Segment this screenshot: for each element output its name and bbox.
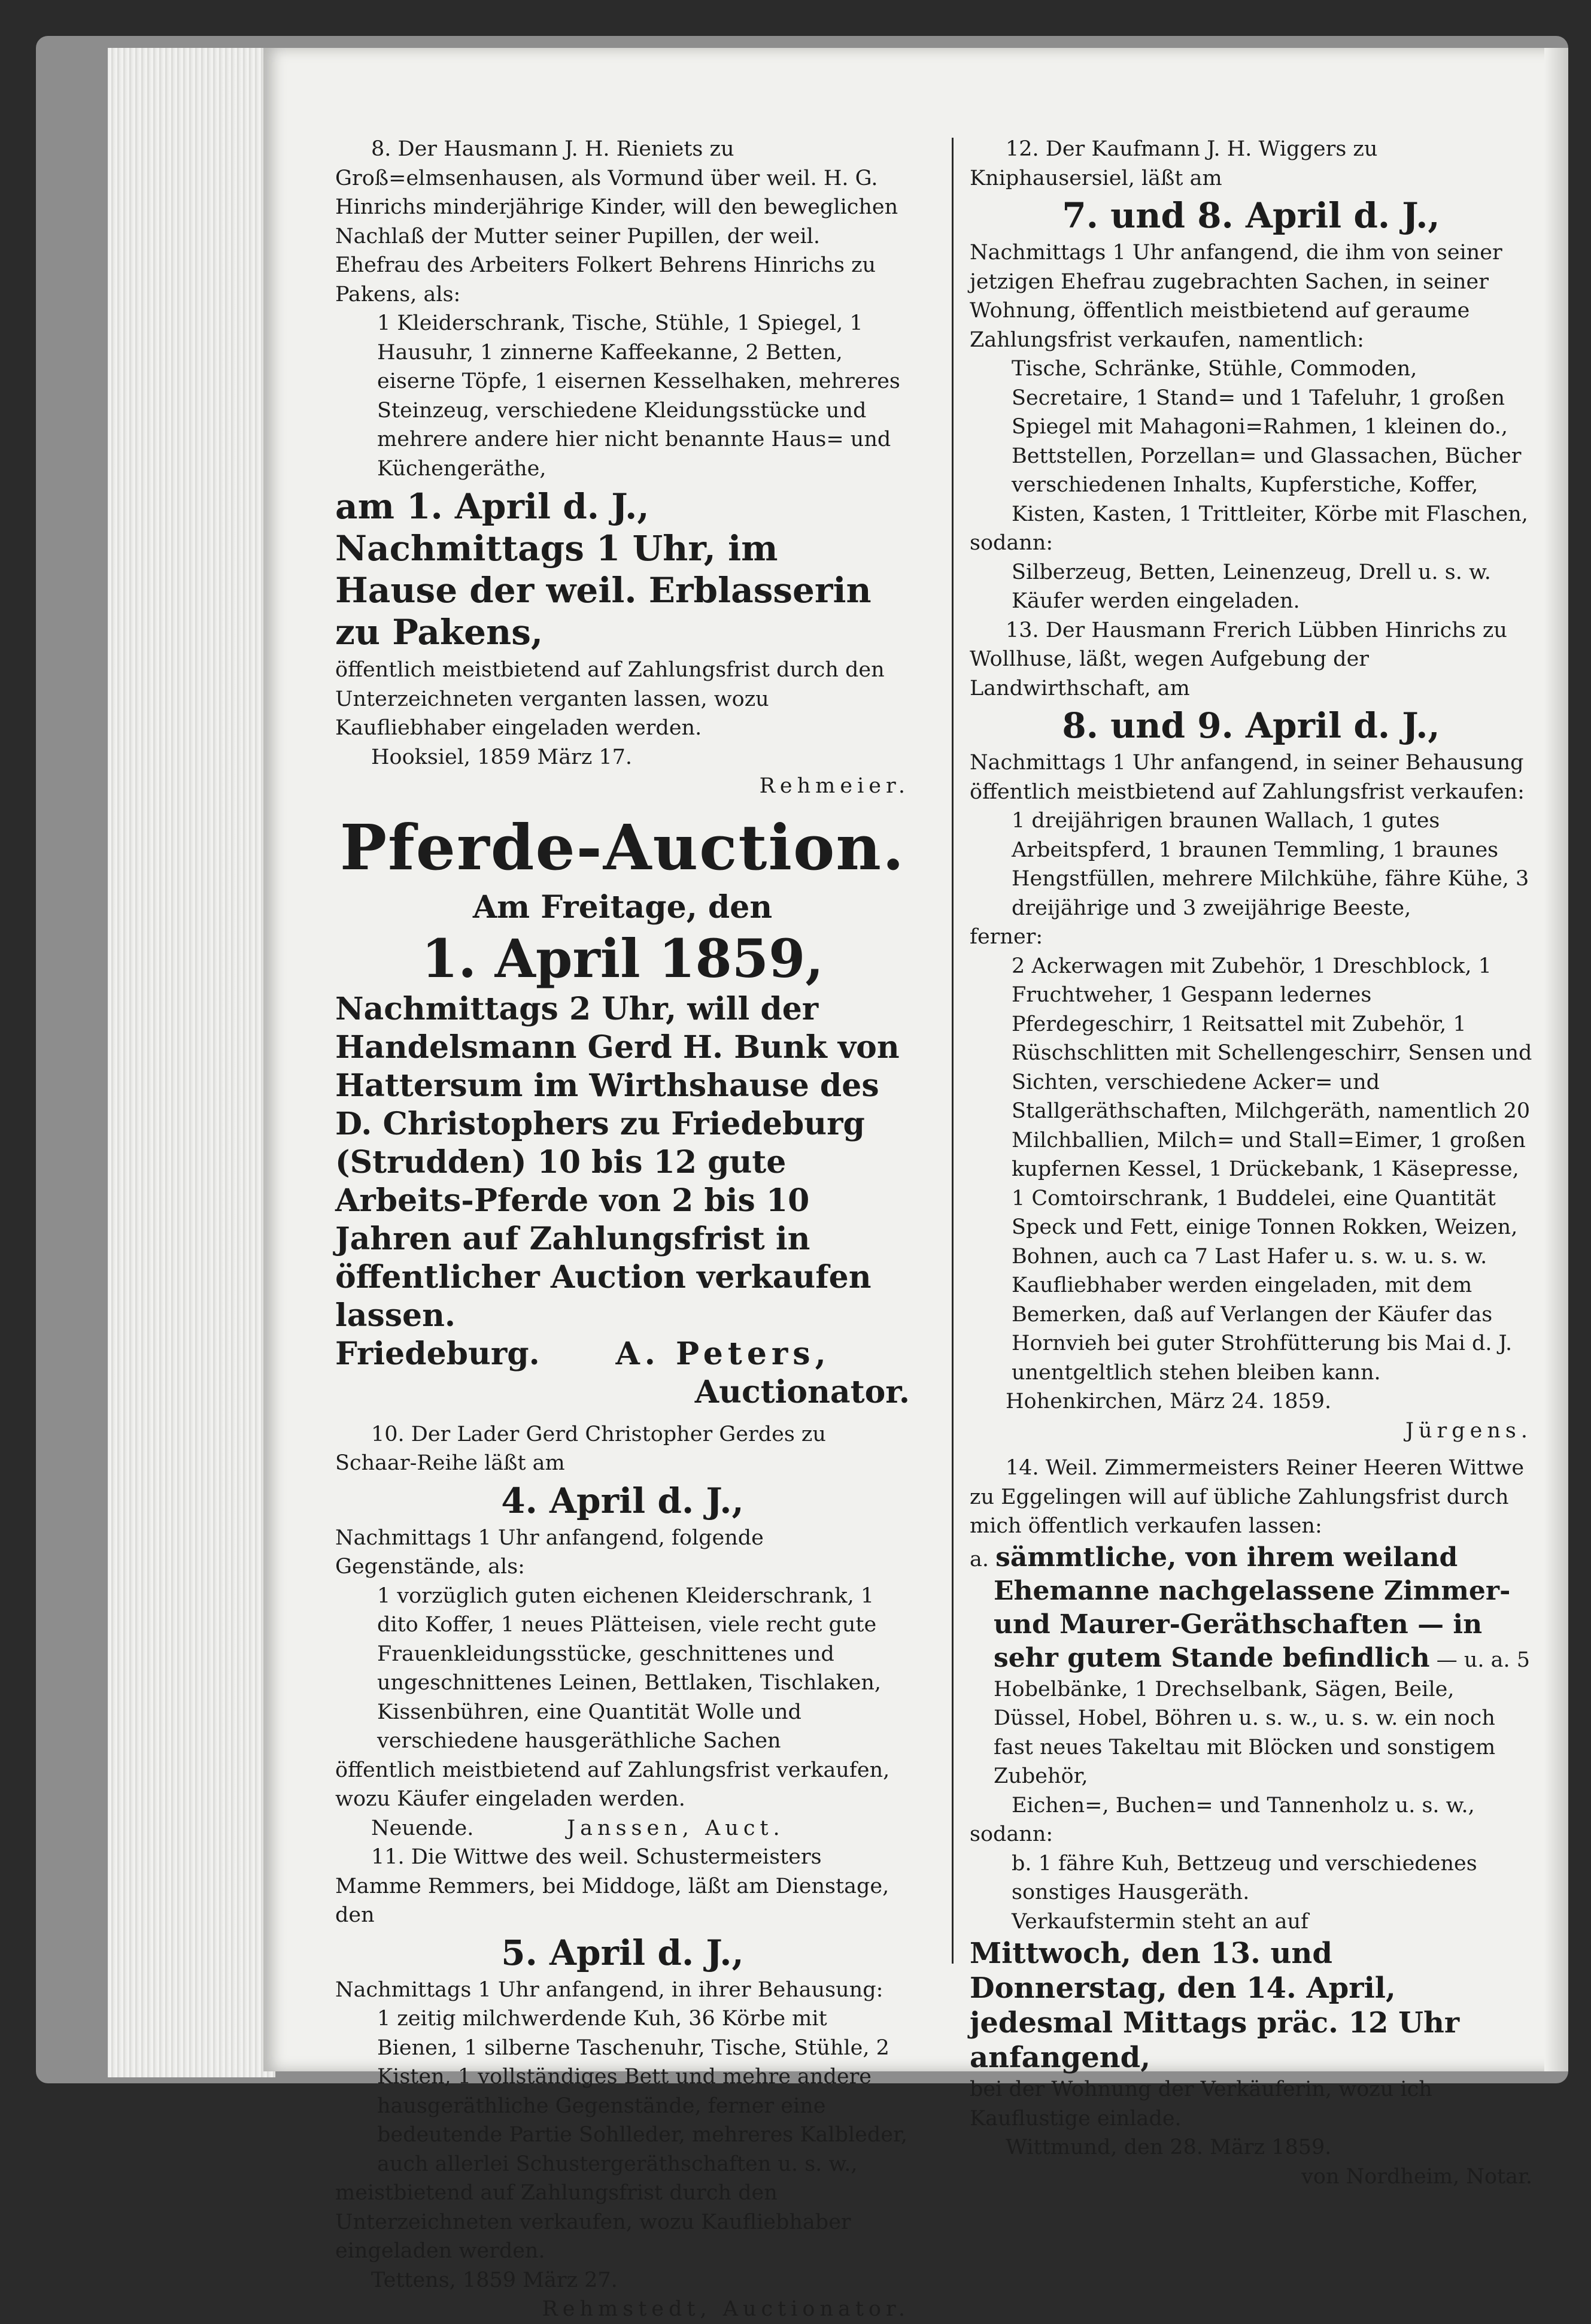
notice-8-date: am 1. April d. J., Nachmittags 1 Uhr, im Hause der weil. Erblasserin zu Pakens,: [335, 486, 872, 653]
notice-12-items-2: Silberzeug, Betten, Leinenzeug, Drell u. s. w.: [1012, 560, 1491, 584]
horse-auction-date: 1. April 1859,: [421, 927, 824, 990]
notice-14-sodann: sodann:: [970, 1822, 1053, 1846]
notice-12-items: Tische, Schränke, Stühle, Commoden, Secretaire, 1 Stand= und 1 Tafeluhr, 1 großen Spiegel mit Mahagoni=Rahmen, 1 kleinen do., Bettstellen, Porzellan= und Glassachen, Bücher verschiedenen Inhalts, Kupferstiche, Koffer, Kisten, Kasten, 1 Trittleiter, Körbe mit Flaschen,: [1012, 357, 1528, 526]
page-gutter: [1544, 48, 1568, 2071]
notice-11-intro: 11. Die Wittwe des weil. Schustermeisters Mamme Remmers, bei Middoge, läßt am Dienstage, den: [335, 1845, 889, 1927]
column-divider: [952, 138, 954, 1964]
notice-13-outro: Kaufliebhaber werden eingeladen, mit dem Bemerken, daß auf Verlangen der Käufer das Hornvieh bei guter Strohfütterung bis Mai d. J. unentgeltlich stehen bleiben kann.: [1012, 1273, 1513, 1385]
horse-auction-body: Nachmittags 2 Uhr, will der Handelsmann Gerd H. Bunk von Hattersum im Wirthshause des D. Christophers zu Friedeburg (Strudden) 10 bis 12 gute Arbeits-Pferde von 2 bis 10 Jahren auf Zahlungsfrist in öffentlicher Auction verkaufen lassen.: [335, 990, 900, 1334]
notice-11-items: 1 zeitig milchwerdende Kuh, 36 Körbe mit Bienen, 1 silberne Taschenuhr, Tische, Stühle, 2 Kisten, 1 vollständiges Bett und mehre andere hausgeräthliche Gegenstände, ferner eine bedeutende Partie Sohlleder, mehreres Kalbleder, auch allerlei Schustergeräthschaften u. s. w.,: [377, 2007, 908, 2176]
notice-13: [970, 616, 1532, 1446]
horse-auction-signer: A. Peters,: [615, 1335, 831, 1372]
notice-11-body: Nachmittags 1 Uhr anfangend, in ihrer Behausung:: [335, 1977, 883, 2002]
notice-13-place: Hohenkirchen, März 24. 1859.: [1006, 1389, 1332, 1413]
notice-14: [970, 1454, 1532, 2191]
notice-11-date: 5. April d. J.,: [501, 1932, 744, 1973]
horse-auction-signature: [335, 1335, 910, 1373]
notice-14-signer: von Nordheim, Notar.: [1301, 2164, 1532, 2189]
notice-10-place: Neuende.: [371, 1816, 474, 1840]
notice-11: [335, 1843, 910, 2324]
notice-14-place: Wittmund, den 28. März 1859.: [1006, 2135, 1332, 2159]
newspaper-page: [263, 48, 1568, 2321]
notice-14-item-b: b. 1 fähre Kuh, Bettzeug und verschiedenes sonstiges Hausgeräth.: [1012, 1851, 1477, 1904]
horse-auction-subtitle: Am Freitage, den: [472, 888, 773, 926]
horse-auction-place: Friedeburg.: [335, 1335, 540, 1372]
notice-14-a-bold: sämmtliche, von ihrem weiland Ehemanne nachgelassene Zimmer- und Maurer-Geräthschaften — in sehr gutem Stande befindlich: [994, 1542, 1511, 1673]
notice-12: [970, 135, 1532, 616]
notice-13-body: Nachmittags 1 Uhr anfangend, in seiner Behausung öffentlich meistbietend auf Zahlungsfrist verkaufen:: [970, 751, 1525, 804]
notice-14-a-label: a.: [970, 1547, 989, 1571]
notice-8-signer: Rehmeier.: [759, 774, 910, 798]
notice-14-item-a: [970, 1541, 1532, 1791]
notice-14-a-wood: Eichen=, Buchen= und Tannenholz u. s. w.,: [1012, 1793, 1475, 1818]
notice-13-signer: Jürgens.: [1405, 1418, 1532, 1443]
notice-12-date: 7. und 8. April d. J.,: [1062, 195, 1440, 236]
notice-10-body: Nachmittags 1 Uhr anfangend, folgende Gegenstände, als:: [335, 1525, 764, 1579]
horse-auction-role: Auctionator.: [694, 1373, 910, 1410]
notice-10-intro: 10. Der Lader Gerd Christopher Gerdes zu Schaar-Reihe läßt am: [335, 1422, 826, 1475]
notice-13-items: 1 dreijährigen braunen Wallach, 1 gutes Arbeitspferd, 1 braunen Temmling, 1 braunes Hengstfüllen, mehrere Milchkühe, fähre Kühe, 3 dreijährige und 3 zweijährige Beeste,: [1012, 809, 1529, 920]
notice-13-ferner: ferner:: [970, 925, 1043, 949]
notice-12-body: Nachmittags 1 Uhr anfangend, die ihm von seiner jetzigen Ehefrau zugebrachten Sachen, in seiner Wohnung, öffentlich meistbietend auf geraume Zahlungsfrist verkaufen, namentlich:: [970, 241, 1502, 352]
notice-11-outro: meistbietend auf Zahlungsfrist durch den Unterzeichneten verkaufen, wozu Kaufliebhaber eingeladen werden.: [335, 2181, 851, 2263]
page-edges: [108, 48, 275, 2077]
notice-11-place: Tettens, 1859 März 27.: [371, 2268, 618, 2292]
notice-14-outro: bei der Wohnung der Verkäuferin, wozu ich Kauflustige einlade.: [970, 2077, 1432, 2131]
notice-12-sodann: sodann:: [970, 531, 1053, 555]
notice-10-outro: öffentlich meistbietend auf Zahlungsfrist verkaufen, wozu Käufer eingeladen werden.: [335, 1758, 890, 1811]
right-column: [970, 135, 1532, 2191]
horse-auction-title: Pferde-Auction.: [339, 810, 906, 884]
notice-12-intro: 12. Der Kaufmann J. H. Wiggers zu Kniphausersiel, läßt am: [970, 137, 1378, 190]
notice-12-outro: Käufer werden eingeladen.: [1012, 589, 1300, 613]
left-column: [335, 135, 910, 2324]
notice-8: [335, 135, 910, 801]
notice-10-date: 4. April d. J.,: [501, 1480, 744, 1521]
notice-10-signature: [335, 1814, 910, 1843]
horse-auction: [335, 809, 910, 1412]
notice-14-termin: Verkaufstermin steht an auf: [1012, 1909, 1308, 1934]
notice-8-place: Hooksiel, 1859 März 17.: [371, 745, 633, 769]
notice-14-date: Mittwoch, den 13. und Donnerstag, den 14. April, jedesmal Mittags präc. 12 Uhr anfangend,: [970, 1937, 1460, 2074]
notice-8-items: 1 Kleiderschrank, Tische, Stühle, 1 Spiegel, 1 Hausuhr, 1 zinnerne Kaffeekanne, 2 Betten, eiserne Töpfe, 1 eisernen Kesselhaken, mehreres Steinzeug, verschiedene Kleidungsstücke und mehrere andere hier nicht benannte Haus= und Küchengeräthe,: [377, 311, 900, 481]
notice-10-items: 1 vorzüglich guten eichenen Kleiderschrank, 1 dito Koffer, 1 neues Plätteisen, viele recht gute Frauenkleidungsstücke, geschnittenes und ungeschnittenes Leinen, Bettlaken, Tischlaken, Kissenbühren, eine Quantität Wolle und verschiedene hausgeräthliche Sachen: [377, 1583, 882, 1753]
notice-13-date: 8. und 9. April d. J.,: [1062, 705, 1440, 746]
notice-10-signer: Janssen, Auct.: [567, 1816, 785, 1840]
notice-13-items-2: 2 Ackerwagen mit Zubehör, 1 Dreschblock, 1 Fruchtweher, 1 Gespann ledernes Pferdegeschirr, 1 Reitsattel mit Zubehör, 1 Rüschschlitten mit Schellengeschirr, Sensen und Sichten, verschiedene Acker= und Stallgeräthschaften, Milchgeräth, namentlich 20 Milchballien, Milch= und Stall=Eimer, 1 großen kupfernen Kessel, 1 Drückebank, 1 Käsepresse, 1 Comtoirschrank, 1 Buddelei, eine Quantität Speck und Fett, einige Tonnen Rokken, Weizen, Bohnen, auch ca 7 Last Hafer u. s. w. u. s. w.: [1012, 954, 1532, 1269]
notice-8-intro: 8. Der Hausmann J. H. Rieniets zu Groß=elmsenhausen, als Vormund über weil. H. G. Hinrichs minderjährige Kinder, will den beweglichen Nachlaß der Mutter seiner Pupillen, der weil. Ehefrau des Arbeiters Folkert Behrens Hinrichs zu Pakens, als:: [335, 137, 898, 307]
notice-8-body: öffentlich meistbietend auf Zahlungsfrist durch den Unterzeichneten verganten lassen, wozu Kaufliebhaber eingeladen werden.: [335, 658, 885, 740]
notice-10: [335, 1420, 910, 1843]
notice-14-a-rest: — u. a. 5 Hobelbänke, 1 Drechselbank, Sägen, Beile, Düssel, Hobel, Böhren u. s. w., u. s. w. ein noch fast neues Takeltau mit Blöcken und sonstigem Zubehör,: [994, 1648, 1531, 1788]
notice-11-signer: Rehmstedt, Auctionator.: [542, 2297, 910, 2321]
notice-13-intro: 13. Der Hausmann Frerich Lübben Hinrichs zu Wollhuse, läßt, wegen Aufgebung der Landwirthschaft, am: [970, 618, 1507, 700]
notice-14-intro: 14. Weil. Zimmermeisters Reiner Heeren Wittwe zu Eggelingen will auf übliche Zahlungsfrist durch mich öffentlich verkaufen lassen:: [970, 1456, 1525, 1538]
